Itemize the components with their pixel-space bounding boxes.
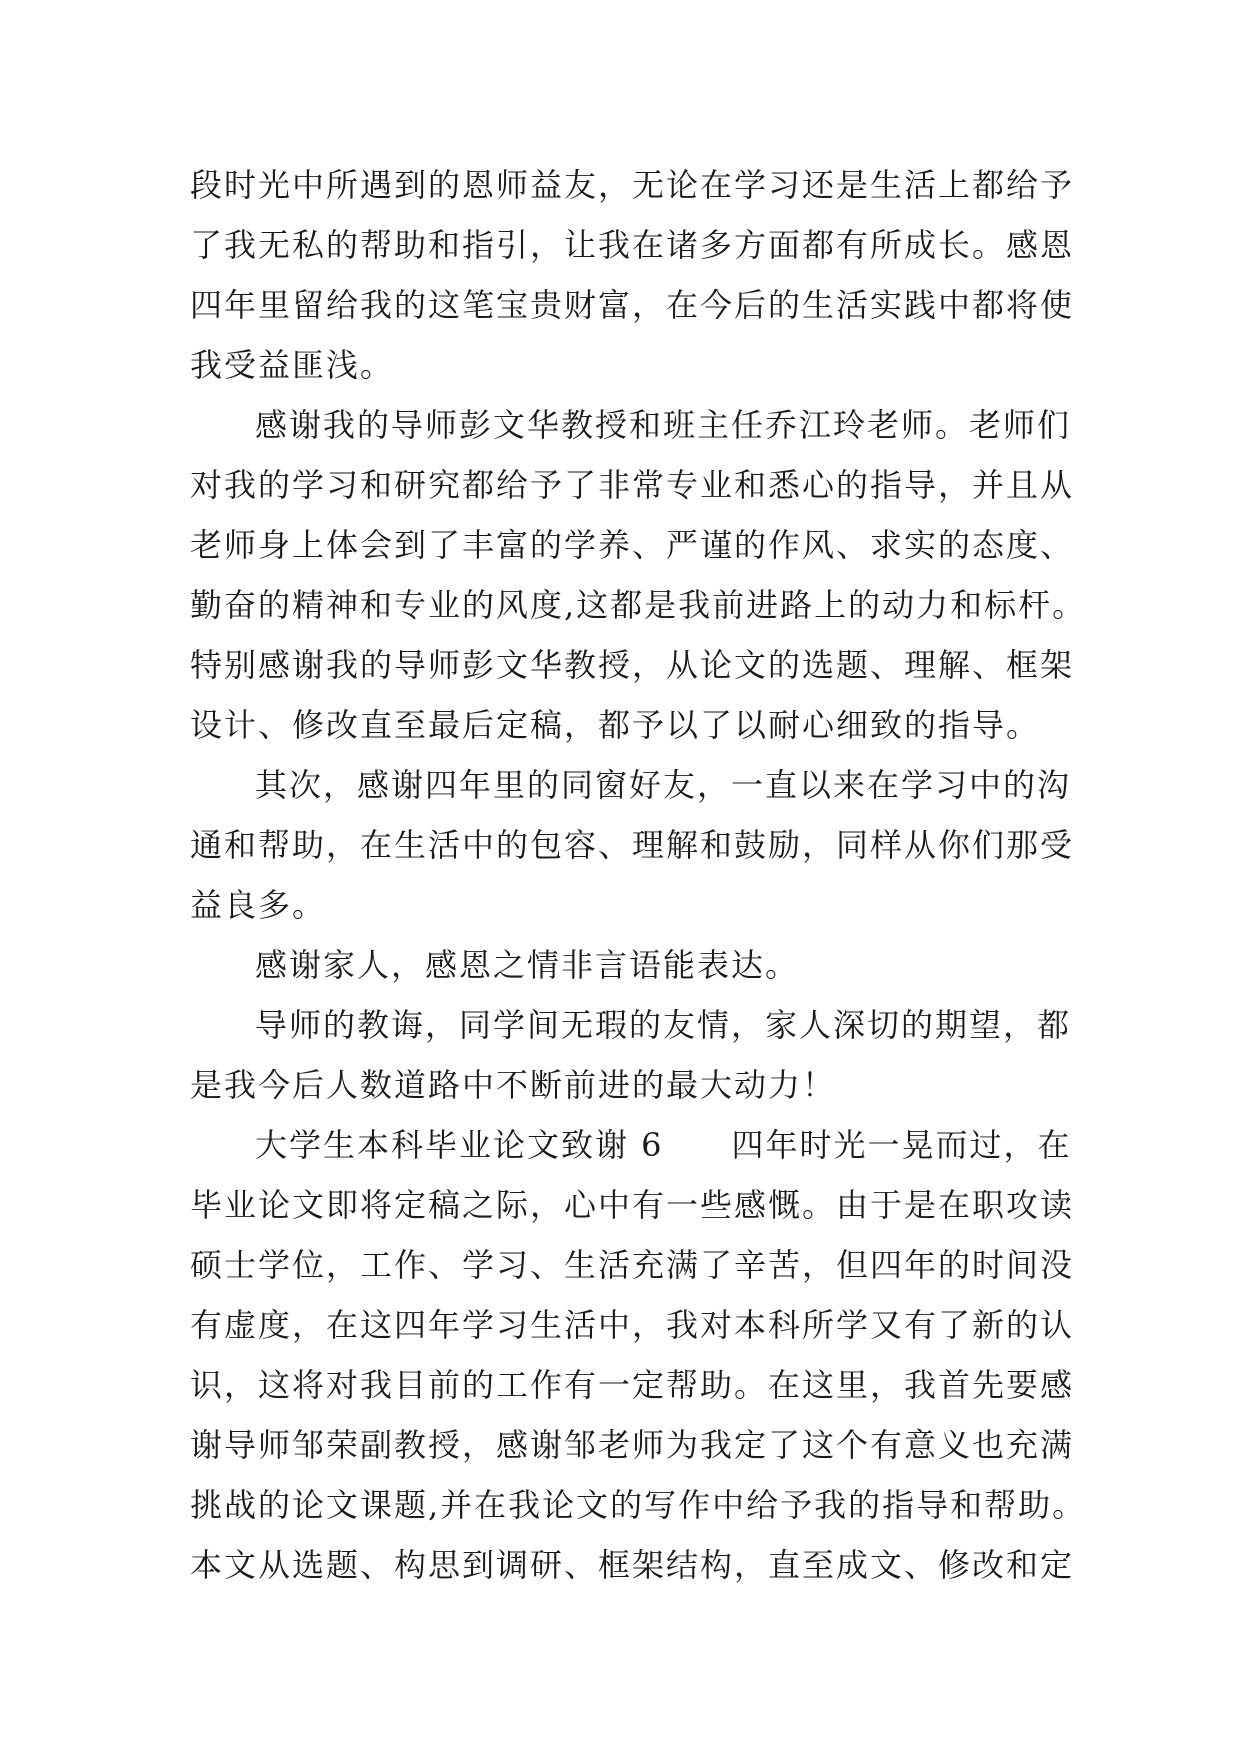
text-line: 识，这将对我目前的工作有一定帮助。在这里，我首先要感 — [190, 1366, 1075, 1404]
text-line: 老师身上体会到了丰富的学养、严谨的作风、求实的态度、 — [190, 526, 1075, 564]
text-line: 设计、修改直至最后定稿，都予以了以耐心细致的指导。 — [190, 706, 1041, 744]
paragraph-start-line: 大学生本科毕业论文致谢 6 四年时光一晃而过，在 — [255, 1126, 1072, 1164]
text-line: 毕业论文即将定稿之际，心中有一些感慨。由于是在职攻读 — [190, 1186, 1075, 1224]
text-line: 段时光中所遇到的恩师益友，无论在学习还是生活上都给予 — [190, 166, 1075, 204]
text-line: 勤奋的精神和专业的风度,这都是我前进路上的动力和标杆。 — [190, 586, 1087, 624]
text-line: 通和帮助，在生活中的包容、理解和鼓励，同样从你们那受 — [190, 826, 1075, 864]
text-line: 本文从选题、构思到调研、框架结构，直至成文、修改和定 — [190, 1546, 1075, 1584]
text-line: 挑战的论文课题,并在我论文的写作中给予我的指导和帮助。 — [190, 1486, 1087, 1524]
text-line: 谢导师邹荣副教授，感谢邹老师为我定了这个有意义也充满 — [190, 1426, 1075, 1464]
text-line: 了我无私的帮助和指引，让我在诸多方面都有所成长。感恩 — [190, 226, 1075, 264]
text-line: 硕士学位，工作、学习、生活充满了辛苦，但四年的时间没 — [190, 1246, 1075, 1284]
text-line: 我受益匪浅。 — [190, 346, 395, 384]
text-line: 特别感谢我的导师彭文华教授，从论文的选题、理解、框架 — [190, 646, 1075, 684]
paragraph-start-line: 导师的教诲，同学间无瑕的友情，家人深切的期望，都 — [255, 1006, 1072, 1044]
text-line: 四年里留给我的这笔宝贵财富，在今后的生活实践中都将使 — [190, 286, 1075, 324]
paragraph-start-line: 感谢家人，感恩之情非言语能表达。 — [255, 946, 800, 984]
text-line: 有虚度，在这四年学习生活中，我对本科所学又有了新的认 — [190, 1306, 1075, 1344]
paragraph-start-line: 感谢我的导师彭文华教授和班主任乔江玲老师。老师们 — [255, 406, 1072, 444]
paragraph-start-line: 其次，感谢四年里的同窗好友，一直以来在学习中的沟 — [255, 766, 1072, 804]
text-line: 是我今后人数道路中不断前进的最大动力！ — [190, 1066, 837, 1104]
text-line: 对我的学习和研究都给予了非常专业和悉心的指导，并且从 — [190, 466, 1075, 504]
text-line: 益良多。 — [190, 886, 327, 924]
